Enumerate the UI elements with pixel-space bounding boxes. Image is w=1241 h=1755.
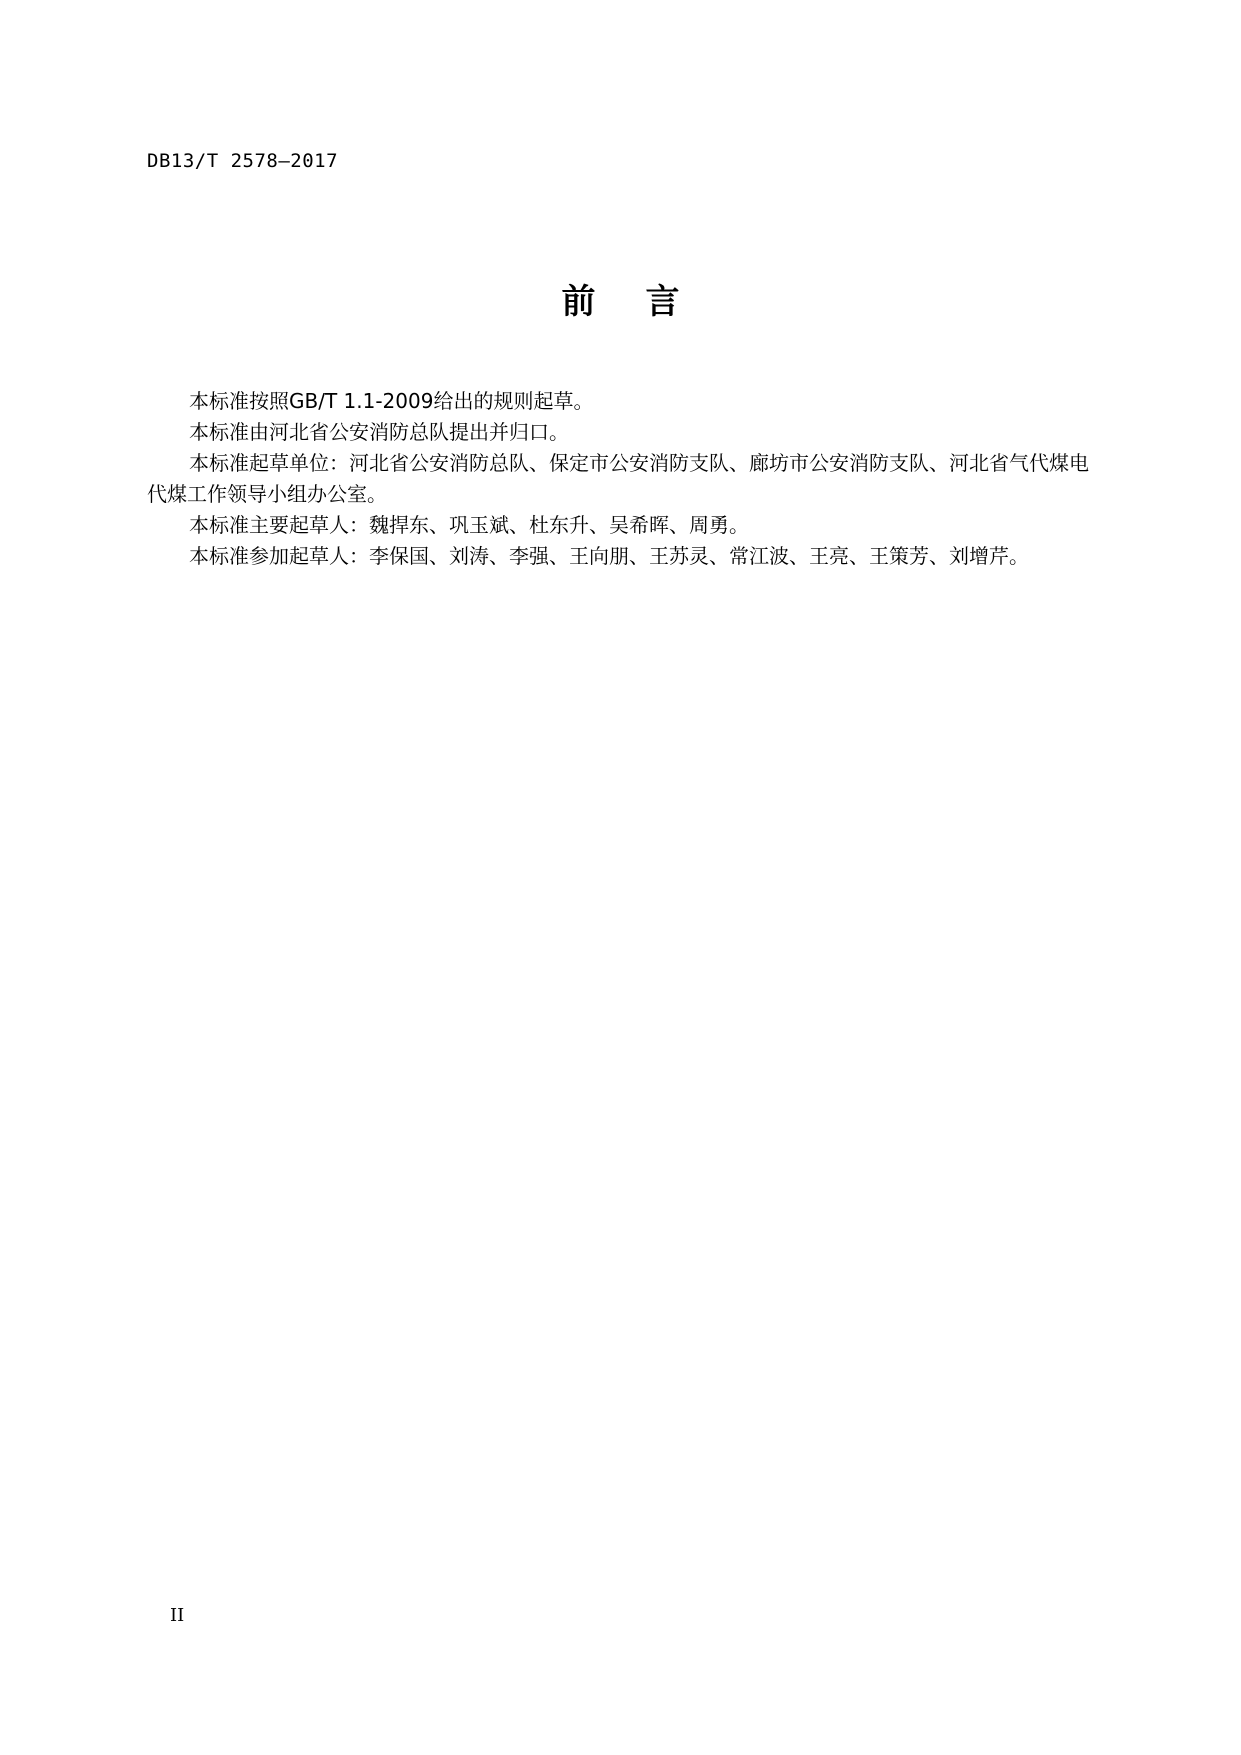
page-number: II bbox=[170, 1605, 185, 1626]
foreword-body bbox=[147, 386, 1107, 572]
paragraph-participating-drafters: 本标准参加起草人：李保国、刘涛、李强、王向朋、王苏灵、常江波、王亮、王策芳、刘增芹。 bbox=[189, 544, 1029, 568]
paragraph-proposer: 本标准由河北省公安消防总队提出并归口。 bbox=[189, 420, 569, 444]
paragraph-drafting-units: 本标准起草单位：河北省公安消防总队、保定市公安消防支队、廊坊市公安消防支队、河北省气代煤电代煤工作领导小组办公室。 bbox=[147, 451, 1089, 506]
paragraph-main-drafters: 本标准主要起草人：魏捍东、巩玉斌、杜东升、吴希晖、周勇。 bbox=[189, 513, 749, 537]
page-title: 前言 bbox=[561, 282, 730, 322]
document-code: DB13/T 2578—2017 bbox=[147, 150, 339, 172]
paragraph-drafting-rules: 本标准按照GB/T 1.1-2009给出的规则起草。 bbox=[189, 389, 594, 413]
